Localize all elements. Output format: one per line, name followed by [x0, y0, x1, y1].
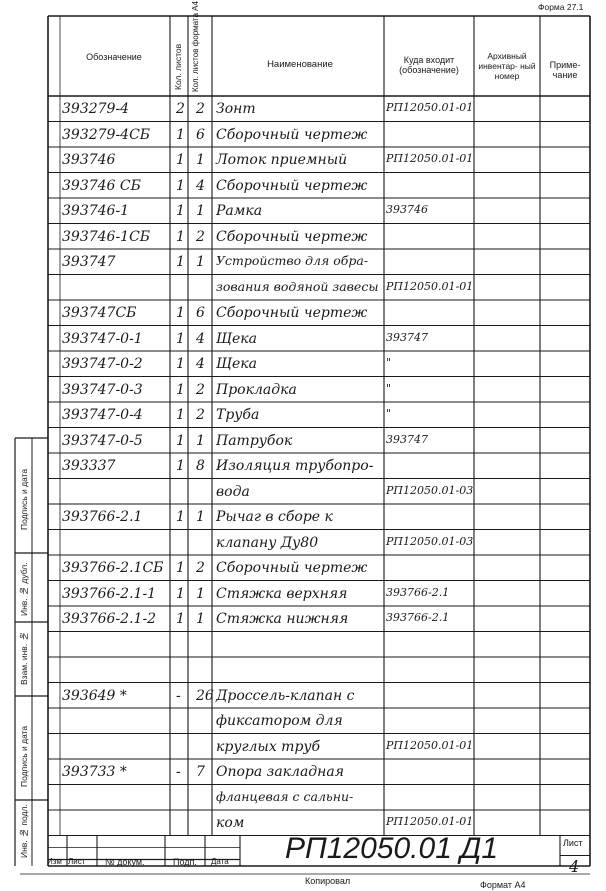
- a4-sheets-cell: 2: [196, 101, 205, 117]
- footer-sheet: Лист: [68, 857, 86, 866]
- header-where-used: Куда входит (обозначение): [399, 55, 459, 76]
- where-used-cell: РП12050.01-03: [386, 483, 474, 497]
- name-cell: Патрубок: [216, 432, 293, 449]
- a4-sheets-cell: 6: [196, 126, 205, 143]
- sheets-cell: 1: [176, 585, 185, 602]
- sheets-cell: 1: [176, 381, 185, 398]
- header-sheets-count: Кол. листов: [173, 43, 183, 90]
- sheets-cell: 1: [176, 356, 185, 372]
- sheets-cell: -: [176, 764, 181, 780]
- designation-cell: 393766-2.1СБ: [62, 560, 164, 576]
- sheet-number: 4: [569, 857, 580, 876]
- name-cell: Сборочный чертеж: [216, 126, 368, 143]
- name-cell: Стяжка верхняя: [216, 585, 348, 602]
- where-used-cell: 393746: [386, 203, 428, 216]
- designation-cell: 393747-0-2: [62, 356, 143, 372]
- footer-date: Дата: [211, 857, 229, 866]
- header-name: Наименование: [267, 59, 333, 70]
- where-used-cell: РП12050.01-01: [386, 815, 474, 828]
- a4-sheets-cell: 26: [196, 687, 214, 704]
- footer-doc: № докум.: [105, 857, 145, 867]
- designation-cell: 393766-2.1-1: [62, 585, 157, 602]
- side-label-orig-inv: Инв. № подл.: [19, 804, 29, 858]
- side-label-repl-inv: Взам. инв. №: [19, 631, 29, 685]
- footer-change: Изм: [47, 857, 62, 866]
- where-used-cell: 393747: [386, 432, 428, 446]
- name-cell: зования водяной завесы: [216, 278, 379, 294]
- form-number: Форма 27.1: [538, 2, 584, 12]
- sheets-cell: 1: [176, 152, 185, 168]
- where-used-cell: РП12050.01-03: [386, 534, 474, 548]
- sheets-cell: 1: [176, 305, 185, 321]
- designation-cell: 393649 *: [62, 687, 127, 704]
- sheets-cell: 1: [176, 228, 185, 245]
- format-label: Формат А4: [480, 880, 526, 890]
- name-cell: Рамка: [216, 203, 263, 219]
- sheets-cell: 1: [176, 330, 185, 347]
- header-archive: Архивный инвентар- ный номер: [478, 51, 536, 81]
- sheets-cell: 1: [176, 611, 185, 627]
- a4-sheets-cell: 6: [196, 305, 205, 321]
- name-cell: Сборочный чертеж: [216, 177, 368, 194]
- a4-sheets-cell: 2: [196, 228, 205, 245]
- a4-sheets-cell: 4: [196, 356, 205, 372]
- a4-sheets-cell: 2: [196, 560, 205, 576]
- footer-sheet-label: Лист: [563, 838, 583, 848]
- a4-sheets-cell: 1: [196, 203, 205, 219]
- name-cell: Дроссель-клапан с: [216, 687, 355, 704]
- designation-cell: 393747-0-3: [62, 381, 143, 398]
- a4-sheets-cell: 4: [196, 177, 205, 194]
- sheets-cell: 1: [176, 177, 185, 194]
- a4-sheets-cell: 1: [196, 611, 205, 627]
- designation-cell: 393733 *: [62, 764, 127, 780]
- sheets-cell: -: [176, 687, 181, 704]
- where-used-cell: 393766-2.1: [386, 611, 450, 624]
- designation-cell: 393279-4СБ: [62, 126, 151, 143]
- side-label-sign-date-2: Подпись и дата: [19, 725, 29, 787]
- designation-cell: 393747-0-4: [62, 407, 143, 423]
- a4-sheets-cell: 4: [196, 330, 205, 347]
- sheets-cell: 1: [176, 509, 185, 525]
- footer-sign: Подп.: [173, 857, 197, 867]
- sheets-cell: 1: [176, 203, 185, 219]
- header-designation: Обозначение: [86, 52, 142, 62]
- designation-cell: 393746 СБ: [62, 177, 141, 194]
- where-used-cell: ": [386, 407, 392, 420]
- where-used-cell: РП12050.01-01: [386, 101, 474, 114]
- a4-sheets-cell: 1: [196, 432, 205, 449]
- where-used-cell: 393766-2.1: [386, 585, 450, 599]
- where-used-cell: РП12050.01-01: [386, 738, 474, 752]
- name-cell: круглых труб: [216, 738, 321, 755]
- where-used-cell: ": [386, 356, 392, 369]
- where-used-cell: 393747: [386, 330, 428, 344]
- side-label-dupl-inv: Инв. № дубл.: [19, 562, 29, 616]
- a4-sheets-cell: 1: [196, 152, 205, 168]
- name-cell: Труба: [216, 407, 260, 423]
- copied-label: Копировал: [305, 876, 351, 886]
- name-cell: Щека: [216, 356, 257, 372]
- designation-cell: 393337: [62, 458, 116, 474]
- designation-cell: 393747-0-1: [62, 330, 143, 347]
- sheets-cell: 1: [176, 254, 185, 270]
- sheets-cell: 1: [176, 126, 185, 143]
- designation-cell: 393279-4: [62, 101, 130, 117]
- a4-sheets-cell: 1: [196, 509, 205, 525]
- designation-cell: 393746-1: [62, 203, 130, 219]
- name-cell: ком: [216, 815, 245, 831]
- name-cell: Прокладка: [216, 381, 297, 398]
- name-cell: Устройство для обра-: [216, 253, 369, 268]
- header-a4-sheets: Кол. листов формата А4: [191, 1, 200, 92]
- designation-cell: 393747СБ: [62, 305, 137, 321]
- a4-sheets-cell: 2: [196, 381, 205, 398]
- designation-cell: 393766-2.1-2: [62, 611, 157, 627]
- a4-sheets-cell: 1: [196, 585, 205, 602]
- designation-cell: 393746: [62, 152, 116, 168]
- name-cell: Опора закладная: [216, 764, 344, 780]
- name-cell: фиксатором для: [216, 713, 343, 729]
- name-cell: Изоляция трубопро-: [216, 458, 374, 474]
- a4-sheets-cell: 8: [196, 458, 205, 474]
- a4-sheets-cell: 2: [196, 407, 205, 423]
- sheets-cell: 1: [176, 432, 185, 449]
- header-notes: Приме- чание: [549, 60, 581, 81]
- where-used-cell: РП12050.01-01: [386, 152, 474, 165]
- a4-sheets-cell: 1: [196, 254, 205, 270]
- designation-cell: 393747: [62, 254, 116, 270]
- name-cell: Сборочный чертеж: [216, 228, 368, 245]
- name-cell: Рычаг в сборе к: [216, 509, 333, 525]
- sheets-cell: 1: [176, 560, 185, 576]
- a4-sheets-cell: 7: [196, 764, 205, 780]
- where-used-cell: РП12050.01-01: [386, 279, 474, 293]
- name-cell: клапану Ду80: [216, 534, 319, 551]
- doc-code: РП12050.01 Д1: [285, 832, 499, 865]
- name-cell: Лоток приемный: [216, 152, 348, 168]
- name-cell: Сборочный чертеж: [216, 560, 368, 576]
- where-used-cell: ": [386, 381, 392, 395]
- name-cell: Стяжка нижняя: [216, 611, 349, 627]
- name-cell: Сборочный чертеж: [216, 305, 368, 321]
- name-cell: Щека: [216, 330, 257, 347]
- sheets-cell: 1: [176, 458, 185, 474]
- sheets-cell: 2: [176, 101, 185, 117]
- name-cell: фланцевая с сальни-: [216, 788, 354, 804]
- designation-cell: 393746-1СБ: [62, 228, 151, 245]
- designation-cell: 393747-0-5: [62, 432, 143, 449]
- name-cell: вода: [216, 483, 250, 500]
- designation-cell: 393766-2.1: [62, 509, 143, 525]
- sheets-cell: 1: [176, 407, 185, 423]
- name-cell: Зонт: [216, 101, 256, 117]
- side-label-sign-date-1: Подпись и дата: [19, 468, 29, 530]
